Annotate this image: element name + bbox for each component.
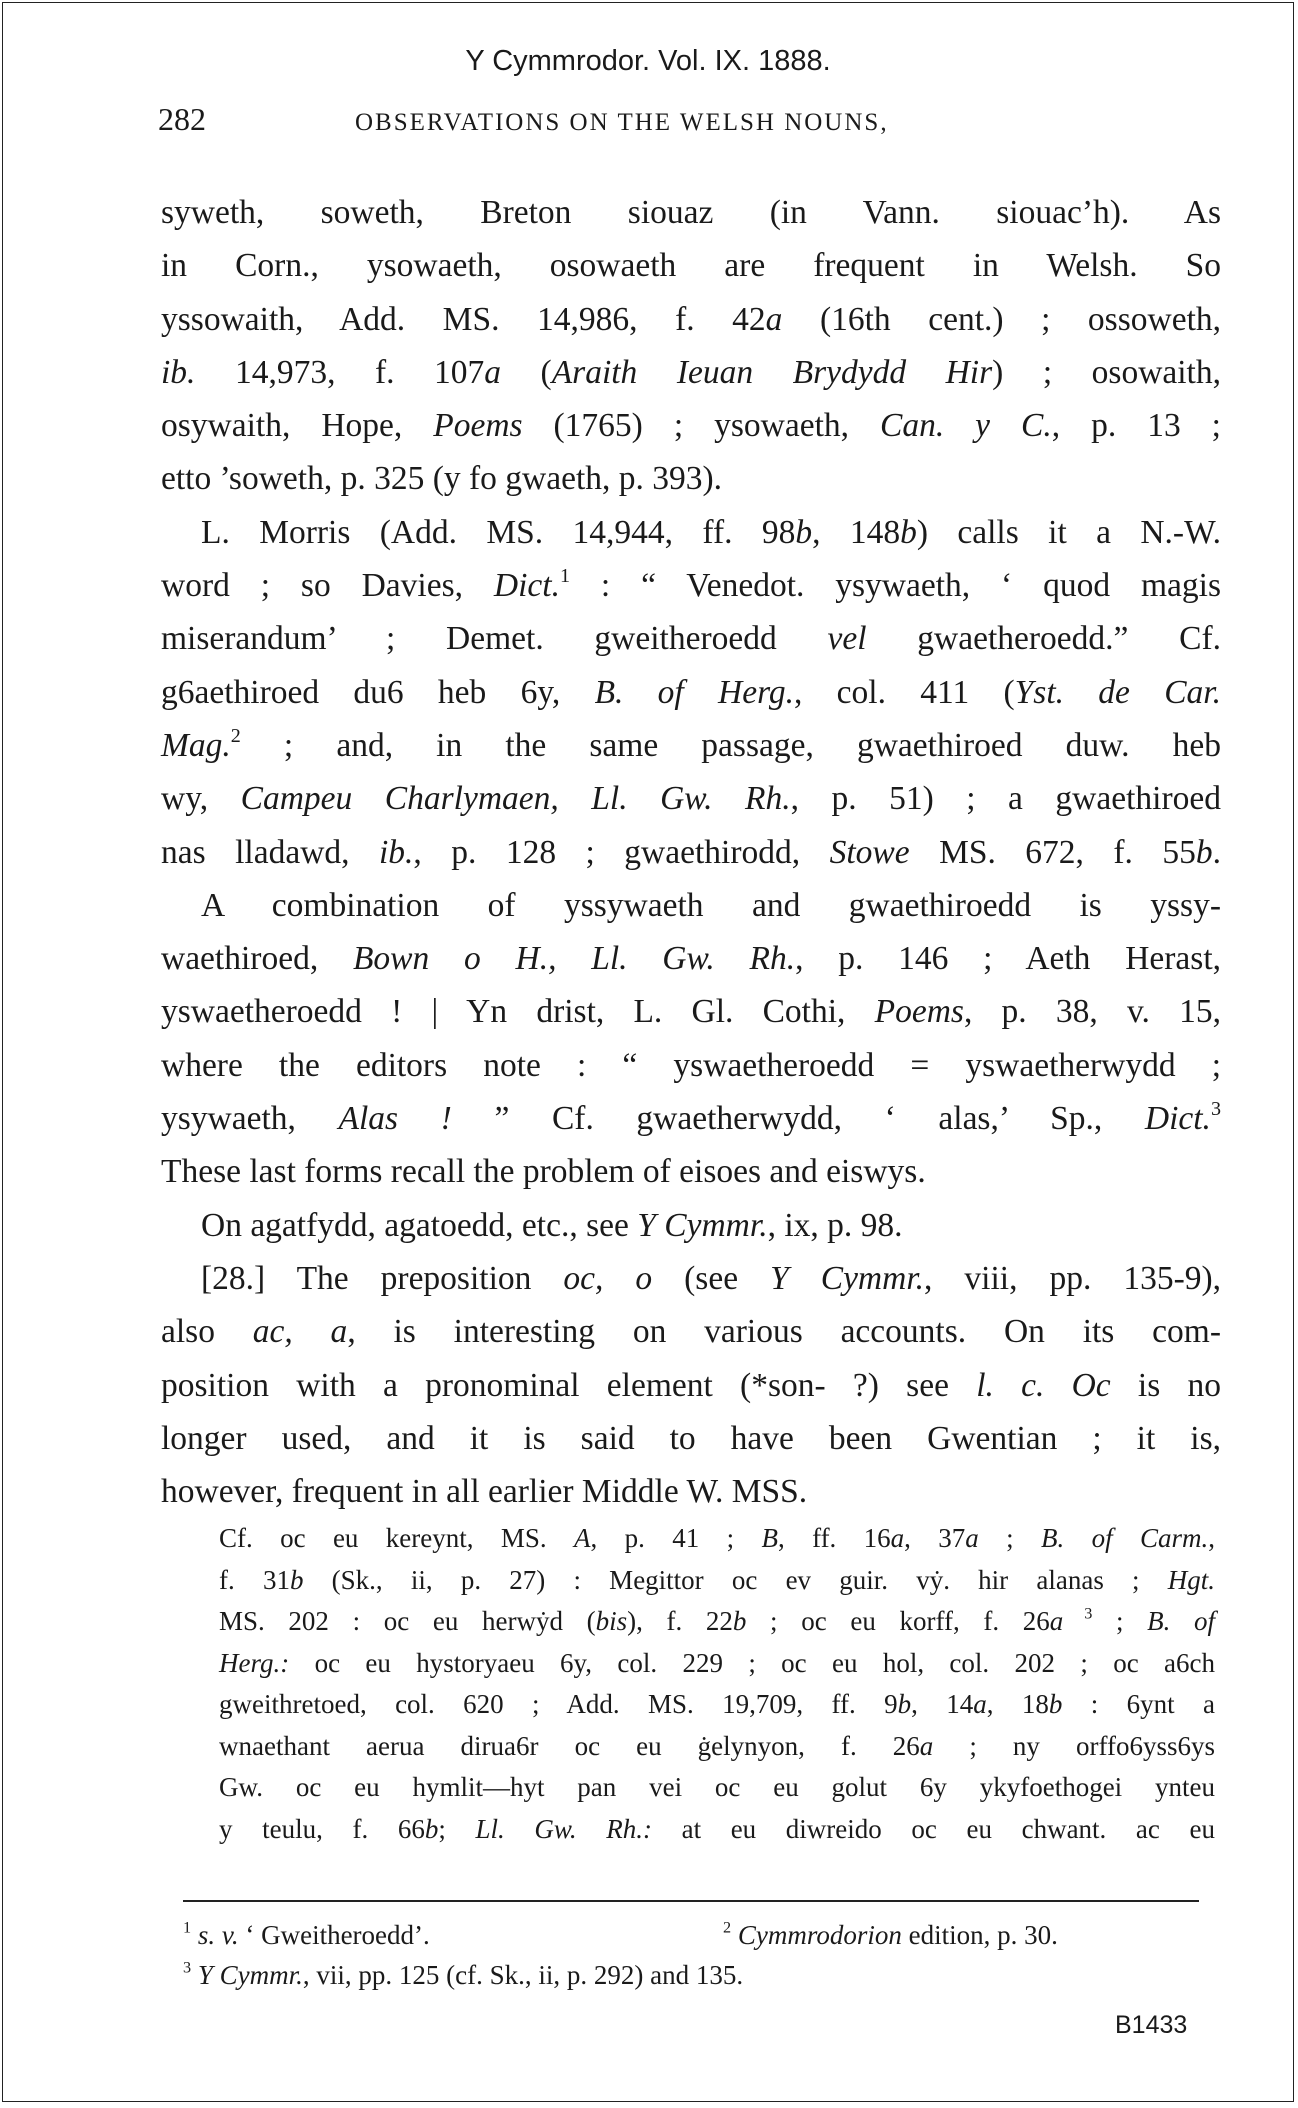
italic-text: bis — [595, 1606, 628, 1636]
italic-text: l. c. Oc — [976, 1366, 1111, 1404]
footnote-1: $^1$ s. v. ‘ Gweitheroedd’. — [183, 1918, 430, 1950]
note-line: gweithretoed, col. 620 ; Add. MS. 19,709, ff. 9b, 14a, 18b : 6ynt a — [219, 1689, 1215, 1719]
body-line: g6aethiroed du6 heb 6y, B. of Herg., col. 411 (Yst. de Car. — [161, 673, 1221, 711]
footnote-marker: 3 — [183, 1958, 192, 1977]
italic-text: B. of Carm. — [1041, 1523, 1209, 1553]
italic-text: b — [732, 1606, 747, 1636]
body-line: in Corn., ysowaeth, osowaeth are frequent in Welsh. So — [161, 247, 1221, 285]
document-page — [2, 2, 1294, 2102]
note-line: f. 31b (Sk., ii, p. 27) : Megittor oc ev guir. vẏ. hir alanas ; Hgt. — [219, 1564, 1215, 1595]
body-line: also ac, a, is interesting on various accounts. On its com- — [161, 1313, 1221, 1351]
italic-text: Araith Ieuan Brydydd Hir — [551, 353, 993, 391]
italic-text: b — [795, 513, 813, 551]
body-line: yswaetheroedd ! | Yn drist, L. Gl. Cothi, Poems, p. 38, v. 15, — [161, 993, 1221, 1031]
body-line: A combination of yssywaeth and gwaethiroedd is yssy- — [201, 886, 1221, 924]
site-header: Y Cymmrodor. Vol. IX. 1888. — [465, 45, 831, 77]
note-line: Gw. oc eu hymlit—hyt pan vei oc eu golut 6y ykyfoethogei ynteu — [219, 1772, 1215, 1802]
body-line: longer used, and it is said to have been Gwentian ; it is, — [161, 1419, 1221, 1457]
italic-text: s. v. — [197, 1920, 239, 1950]
footnotes — [183, 1915, 1199, 1995]
italic-text: Stowe — [829, 833, 910, 871]
italic-text: a — [973, 1689, 987, 1719]
body-line: yssowaith, Add. MS. 14,986, f. 42a (16th cent.) ; ossoweth, — [161, 300, 1222, 338]
italic-text: Mag. — [161, 726, 231, 764]
footnote-3: $^3$ Y Cymmr., vii, pp. 125 (cf. Sk., ii, p. 292) and 135. — [183, 1958, 744, 1990]
body-line: where the editors note : “ yswaetheroedd = yswaetherwydd ; — [161, 1046, 1221, 1084]
note-line: MS. 202 : oc eu herwẏd (bis), f. 22b ; oc eu korff, f. 26a $^3$ ; B. of — [219, 1604, 1216, 1636]
body-line: ib. 14,973, f. 107a (Araith Ieuan Brydydd Hir) ; osowaith, — [161, 353, 1221, 391]
body-line: These last forms recall the problem of eisoes and eiswys. — [161, 1153, 926, 1191]
body-line: etto ’soweth, p. 325 (y fo gwaeth, p. 393). — [161, 460, 723, 498]
italic-text: b — [897, 1689, 912, 1719]
footnote-marker: 2 — [723, 1918, 732, 1937]
note-line: Herg.: oc eu hystoryaeu 6y, col. 229 ; oc eu hol, col. 202 ; oc a6ch — [219, 1647, 1215, 1678]
italic-text: Y Cymmr. — [637, 1206, 768, 1244]
footnote-row — [183, 1915, 1199, 1955]
body-line: waethiroed, Bown o H., Ll. Gw. Rh., p. 146 ; Aeth Herast, — [161, 940, 1221, 978]
italic-text: vel — [827, 620, 867, 658]
body-line: On agatfydd, agatoedd, etc., see Y Cymmr., ix, p. 98. — [201, 1206, 903, 1244]
footnote-marker: 2 — [230, 724, 241, 747]
small-print-note — [219, 1518, 1215, 1850]
italic-text: ac, a — [252, 1313, 348, 1351]
footnote-marker: 1 — [559, 565, 570, 588]
italic-text: B. of — [1147, 1606, 1216, 1636]
footnote-divider — [183, 1900, 1199, 1902]
note-line: Cf. oc eu kereynt, MS. A, p. 41 ; B, ff. 16a, 37a ; B. of Carm., — [219, 1523, 1215, 1553]
body-line: however, frequent in all earlier Middle W. MSS. — [161, 1473, 808, 1511]
italic-text: Alas ! — [338, 1100, 452, 1138]
footnote-row — [183, 1955, 1199, 1995]
italic-text: Herg.: — [219, 1647, 290, 1678]
italic-text: a — [919, 1730, 934, 1761]
italic-text: ib. — [378, 833, 414, 871]
italic-text: a — [484, 353, 502, 391]
running-head: OBSERVATIONS ON THE WELSH NOUNS, — [355, 109, 889, 136]
italic-text: Campeu Charlymaen, Ll. Gw. Rh. — [240, 780, 791, 818]
footnote-marker: 3 — [1063, 1604, 1093, 1623]
body-line: position with a pronominal element (*son- ?) see l. c. Oc is no — [161, 1366, 1221, 1404]
italic-text: a — [890, 1523, 905, 1553]
italic-text: b — [1195, 833, 1213, 871]
italic-text: A — [574, 1523, 591, 1553]
body-line: ysywaeth, Alas ! ” Cf. gwaetherwydd, ‘ alas,’ Sp., Dict.$^3$ — [161, 1097, 1221, 1138]
italic-text: a — [965, 1523, 979, 1553]
italic-text: B. of Herg. — [594, 673, 794, 711]
italic-text: b — [289, 1564, 304, 1595]
italic-text: a — [1049, 1606, 1064, 1636]
body-line: Mag.$^2$ ; and, in the same passage, gwaethiroed duw. heb — [161, 724, 1221, 764]
italic-text: Cymmrodorion — [737, 1920, 902, 1950]
italic-text: Y Cymmr. — [197, 1960, 303, 1990]
italic-text: Yst. de Car. — [1014, 673, 1221, 711]
note-line: y teulu, f. 66b; Ll. Gw. Rh.: at eu diwreido oc eu chwant. ac eu — [219, 1813, 1215, 1844]
italic-text: Poems — [433, 407, 523, 445]
footnote-marker: 1 — [183, 1918, 192, 1937]
body-line: osywaith, Hope, Poems (1765) ; ysowaeth, Can. y C., p. 13 ; — [161, 407, 1221, 445]
italic-text: b — [1048, 1689, 1063, 1719]
catalog-id: B1433 — [1115, 2011, 1188, 2039]
main-text — [161, 186, 1221, 1518]
page-number: 282 — [158, 101, 206, 137]
body-line: word ; so Davies, Dict.$^1$ : “ Venedot. ysywaeth, ‘ quod magis — [161, 565, 1222, 605]
italic-text: Y Cymmr. — [770, 1259, 925, 1297]
italic-text: Ll. Gw. Rh.: — [475, 1813, 652, 1844]
footnote-marker: 3 — [1210, 1097, 1221, 1120]
italic-text: Poems — [874, 993, 964, 1031]
body-line: wy, Campeu Charlymaen, Ll. Gw. Rh., p. 51) ; a gwaethiroed — [161, 780, 1221, 818]
body-line: L. Morris (Add. MS. 14,944, ff. 98b, 148b) calls it a N.-W. — [201, 513, 1222, 551]
italic-text: Hgt. — [1167, 1564, 1215, 1595]
italic-text: Bown o H., Ll. Gw. Rh. — [352, 940, 796, 978]
italic-text: B — [761, 1523, 778, 1553]
note-line: wnaethant aerua dirua6r oc eu ġelynyon, f. 26a ; ny orffo6yss6ys — [219, 1730, 1215, 1761]
italic-text: Dict. — [493, 567, 560, 605]
footnote-2: $^2$ Cymmrodorion edition, p. 30. — [723, 1918, 1058, 1950]
italic-text: oc, o — [563, 1259, 653, 1297]
body-line: syweth, soweth, Breton siouaz (in Vann. siouac’h). As — [161, 194, 1221, 231]
body-line: miserandum’ ; Demet. gweitheroedd vel gwaetheroedd.” Cf. — [161, 620, 1221, 658]
italic-text: b — [900, 513, 917, 551]
body-line: [28.] The preposition oc, o (see Y Cymmr., viii, pp. 135-9), — [201, 1259, 1222, 1297]
italic-text: b — [424, 1813, 439, 1844]
italic-text: ib. — [161, 353, 196, 391]
italic-text: a — [765, 300, 783, 338]
body-line: nas lladawd, ib., p. 128 ; gwaethirodd, Stowe MS. 672, f. 55b. — [161, 833, 1221, 871]
italic-text: Can. y C. — [879, 407, 1052, 445]
italic-text: Dict. — [1144, 1100, 1211, 1138]
